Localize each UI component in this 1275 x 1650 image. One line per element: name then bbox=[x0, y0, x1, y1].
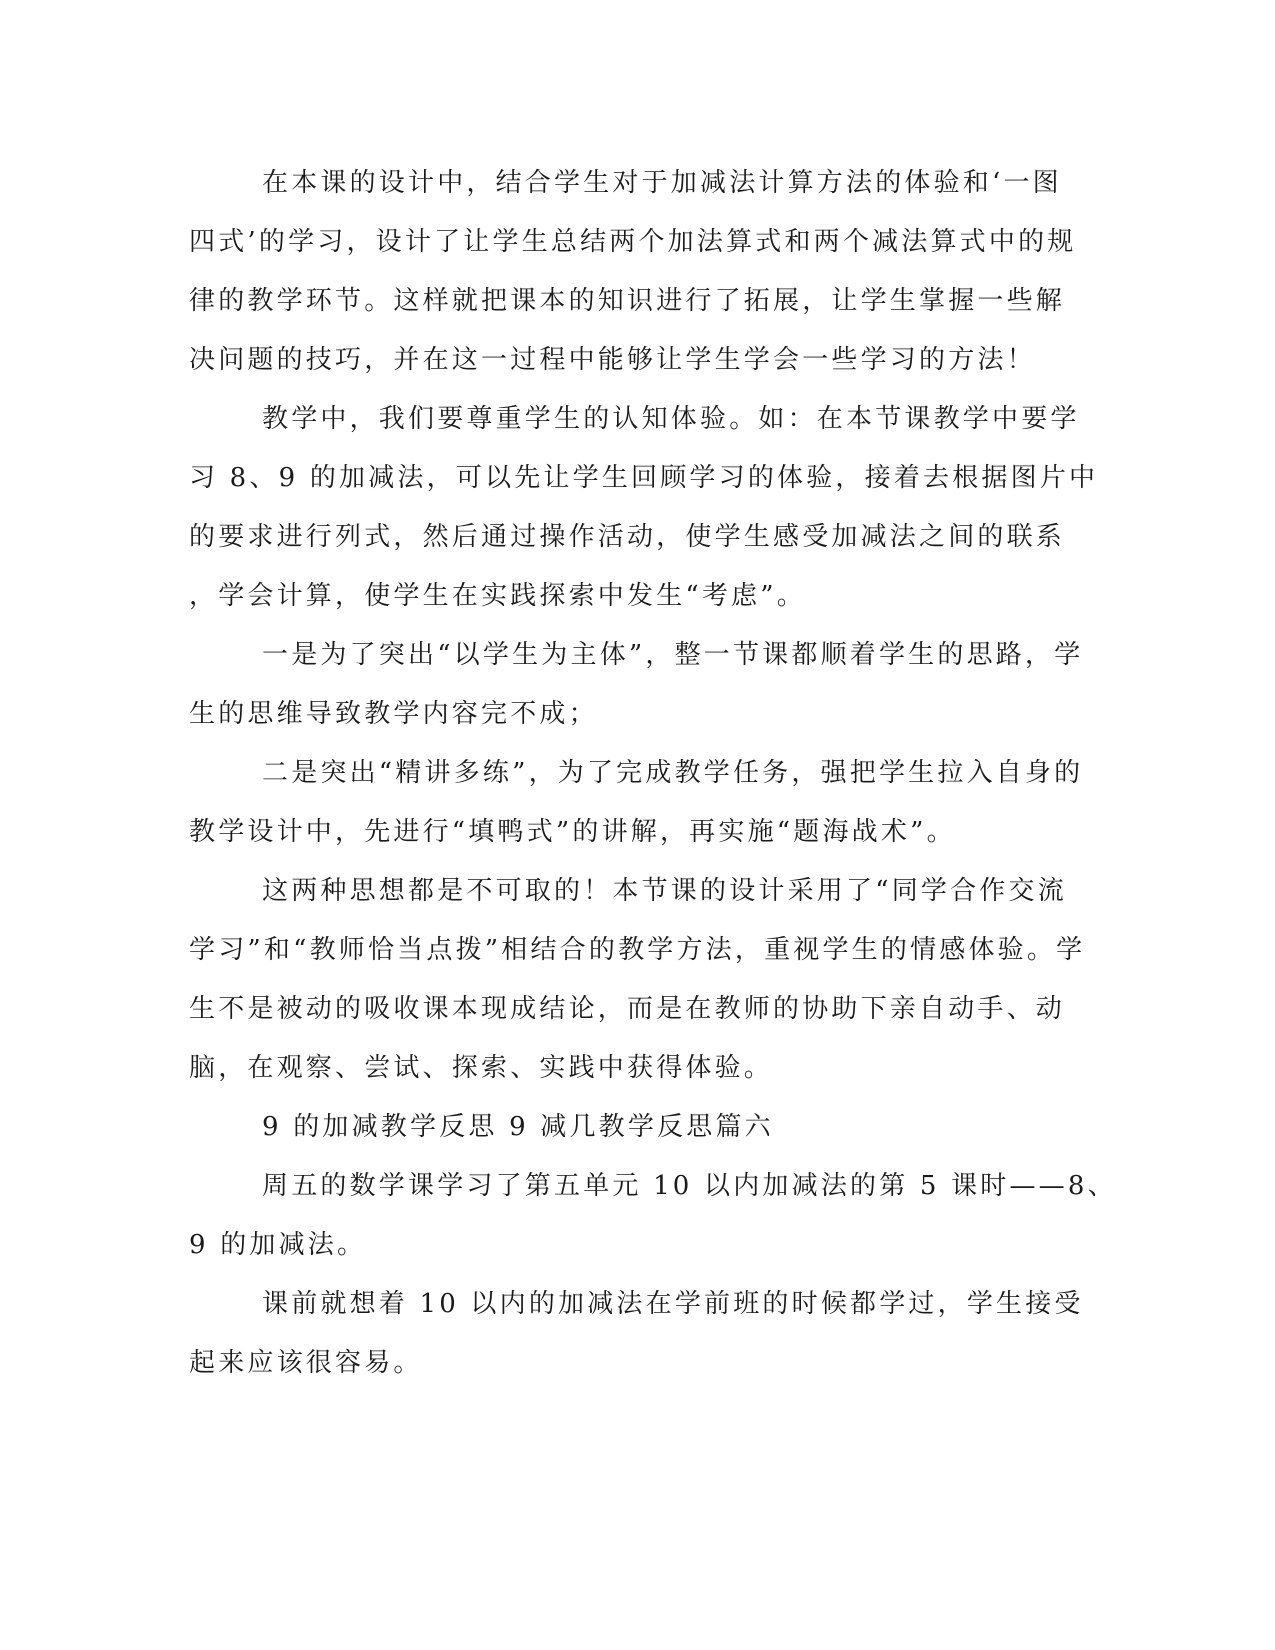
text-line: 四式’的学习，设计了让学生总结两个加法算式和两个减法算式中的规 bbox=[189, 227, 1077, 257]
text-line: 这两种思想都是不可取的！本节课的设计采用了“同学合作交流 bbox=[262, 876, 1067, 906]
section-heading: 9 的加减教学反思 9 减几教学反思篇六 bbox=[262, 1112, 774, 1142]
text-line: 的要求进行列式，然后通过操作活动，使学生感受加减法之间的联系 bbox=[189, 522, 1066, 552]
text-line: ，学会计算，使学生在实践探索中发生“考虑”。 bbox=[189, 581, 806, 611]
text-line: 生不是被动的吸收课本现成结论，而是在教师的协助下亲自动手、动 bbox=[189, 994, 1066, 1024]
text-line: 决问题的技巧，并在这一过程中能够让学生学会一些学习的方法！ bbox=[189, 345, 1036, 375]
text-line: 周五的数学课学习了第五单元 10 以内加减法的第 5 课时——8、 bbox=[262, 1171, 1117, 1201]
text-line: 课前就想着 10 以内的加减法在学前班的时候都学过，学生接受 bbox=[262, 1289, 1084, 1319]
text-line: 脑，在观察、尝试、探索、实践中获得体验。 bbox=[189, 1053, 774, 1083]
text-line: 生的思维导致教学内容完不成； bbox=[189, 699, 598, 729]
text-line: 教学中，我们要尊重学生的认知体验。如：在本节课教学中要学 bbox=[262, 404, 1080, 434]
text-line: 起来应该很容易。 bbox=[189, 1348, 423, 1378]
text-line: 9 的加减法。 bbox=[189, 1230, 367, 1260]
text-line: 学习”和“教师恰当点拨”相结合的教学方法，重视学生的情感体验。学 bbox=[189, 935, 1086, 965]
text-line: 律的教学环节。这样就把课本的知识进行了拓展，让学生掌握一些解 bbox=[189, 286, 1066, 316]
text-line: 二是突出“精讲多练”，为了完成教学任务，强把学生拉入自身的 bbox=[262, 758, 1084, 788]
text-line: 习 8、9 的加减法，可以先让学生回顾学习的体验，接着去根据图片中 bbox=[189, 463, 1099, 493]
text-line: 在本课的设计中，结合学生对于加减法计算方法的体验和‘一图 bbox=[262, 168, 1062, 198]
text-line: 一是为了突出“以学生为主体”，整一节课都顺着学生的思路，学 bbox=[262, 640, 1084, 670]
text-line: 教学设计中，先进行“填鸭式”的讲解，再实施“题海战术”。 bbox=[189, 817, 956, 847]
